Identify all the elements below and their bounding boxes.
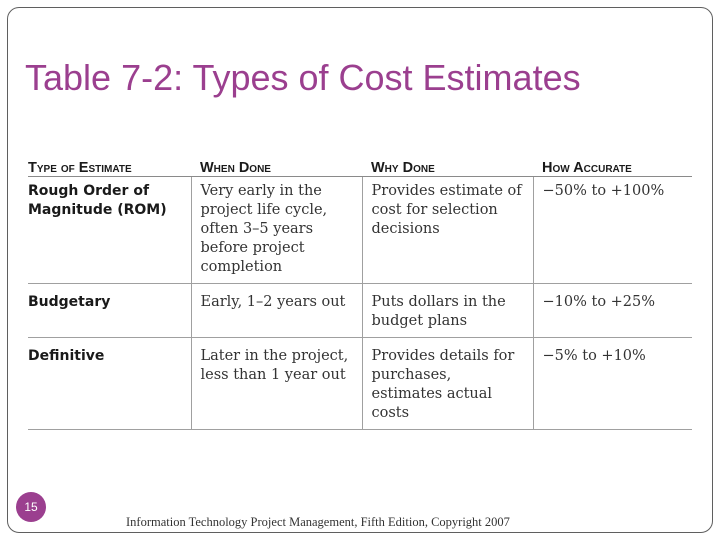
cell-why-done: Provides estimate of cost for selection decisions [362, 177, 533, 284]
cell-accuracy: −50% to +100% [533, 177, 692, 284]
cell-why-done: Provides details for purchases, estimates actual costs [362, 338, 533, 430]
cost-estimates-table [28, 158, 692, 430]
header-when-done: When Done [191, 158, 362, 177]
cell-when-done: Early, 1–2 years out [191, 284, 362, 338]
table-row [28, 284, 692, 338]
cell-type: Definitive [28, 338, 191, 430]
table-header-row [28, 158, 692, 177]
cell-accuracy: −10% to +25% [533, 284, 692, 338]
table-row [28, 177, 692, 284]
cell-why-done: Puts dollars in the budget plans [362, 284, 533, 338]
slide-title: Table 7-2: Types of Cost Estimates [25, 57, 581, 98]
cell-when-done: Very early in the project life cycle, often 3–5 years before project completion [191, 177, 362, 284]
header-why-done: Why Done [362, 158, 533, 177]
page-number-badge: 15 [16, 492, 46, 522]
footer-citation: Information Technology Project Management, Fifth Edition, Copyright 2007 [126, 515, 510, 529]
header-how-accurate: How Accurate [533, 158, 692, 177]
cell-when-done: Later in the project, less than 1 year out [191, 338, 362, 430]
cell-accuracy: −5% to +10% [533, 338, 692, 430]
header-type-of-estimate: Type of Estimate [28, 158, 191, 177]
table-row [28, 338, 692, 430]
cell-type: Rough Order of Magnitude (ROM) [28, 177, 191, 284]
cell-type: Budgetary [28, 284, 191, 338]
